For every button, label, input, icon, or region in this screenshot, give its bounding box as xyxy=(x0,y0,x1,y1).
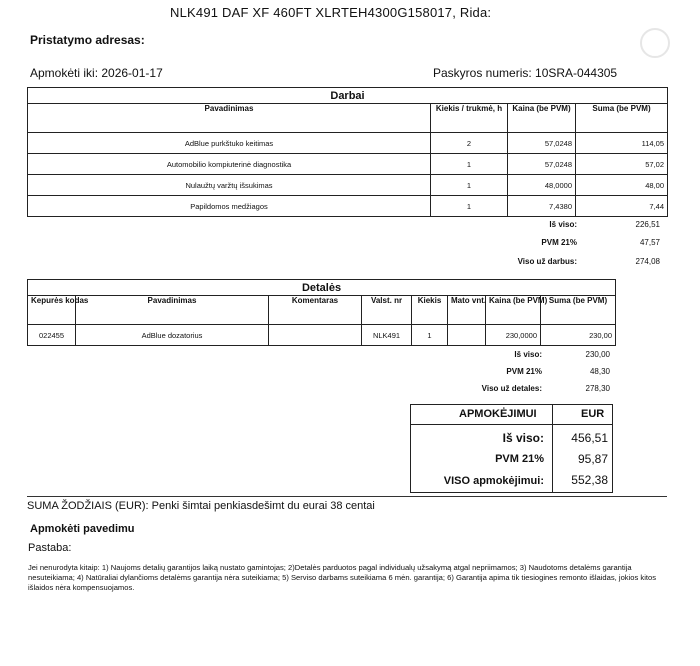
parts-table xyxy=(27,279,616,346)
part-name: AdBlue dozatorius xyxy=(76,325,269,346)
work-sum: 57,02 xyxy=(576,154,668,175)
col-qty: Kiekis xyxy=(412,296,448,325)
work-qty: 1 xyxy=(431,175,508,196)
work-sum: 7,44 xyxy=(576,196,668,217)
parts-total-value: 230,00 xyxy=(585,350,610,359)
works-vat-value: 47,57 xyxy=(639,238,660,247)
payment-method: Apmokėti pavedimu xyxy=(30,523,135,535)
work-name: Papildomos medžiagos xyxy=(28,196,431,217)
col-name: Pavadinimas xyxy=(76,296,269,325)
part-comment xyxy=(269,325,362,346)
work-price: 48,0000 xyxy=(508,175,576,196)
works-grand-label: Viso už darbus: xyxy=(517,257,577,266)
work-sum: 114,05 xyxy=(576,133,668,154)
table-row xyxy=(28,325,616,346)
work-name: Automobilio kompiuterinė diagnostika xyxy=(28,154,431,175)
vehicle-title: NLK491 DAF XF 460FT XLRTEH4300G158017, Rida: xyxy=(170,5,492,20)
table-row xyxy=(28,196,668,217)
payment-summary-box xyxy=(410,404,613,493)
parts-vat-label: PVM 21% xyxy=(506,367,542,376)
payment-vat-value: 95,87 xyxy=(577,452,608,466)
part-sum: 230,00 xyxy=(541,325,616,346)
work-sum: 48,00 xyxy=(576,175,668,196)
part-qty: 1 xyxy=(412,325,448,346)
note-label: Pastaba: xyxy=(28,542,72,554)
work-qty: 2 xyxy=(431,133,508,154)
payment-total-value: 456,51 xyxy=(571,431,608,445)
payment-grand-label: VISO apmokėjimui: xyxy=(443,475,544,487)
table-row xyxy=(28,175,668,196)
col-code: Kepurės kodas xyxy=(28,296,76,325)
note-text: Jei nenurodyta kitaip: 1) Naujoms detalių garantijos laiką nustato gamintojas; 2)Detalės parduotos pagal individualų užsakymą atgal nepriimamos; 3) Naudotoms detalėms garantija nesuteikiama; 4) Natūraliai dylančioms detalėms garantija nėra suteikiama; 5) Serviso darbams suteikiama 6 mėn. garantija; 6) Garantija apima tik tiesiogines remonto išlaidas, jokios kitos išlaidos nėra kompensuojamos. xyxy=(28,563,657,592)
parts-grand-label: Viso už detales: xyxy=(481,384,542,393)
col-unit: Mato vnt. xyxy=(448,296,486,325)
works-total-value: 226,51 xyxy=(635,220,660,229)
payment-head-label: APMOKĖJIMUI xyxy=(459,408,537,420)
table-row xyxy=(28,154,668,175)
due-date: Apmokėti iki: 2026-01-17 xyxy=(30,66,163,80)
sum-in-words: SUMA ŽODŽIAIS (EUR): Penki šimtai penkiasdešimt du eurai 38 centai xyxy=(27,500,375,512)
col-plate: Valst. nr xyxy=(362,296,412,325)
col-qty: Kiekis / trukmė, h xyxy=(431,104,508,133)
delivery-address-label: Pristatymo adresas: xyxy=(30,33,145,47)
col-sum: Suma (be PVM) xyxy=(541,296,616,325)
table-row xyxy=(28,133,668,154)
part-code: 022455 xyxy=(28,325,76,346)
work-price: 7,4380 xyxy=(508,196,576,217)
part-unit xyxy=(448,325,486,346)
payment-total-label: Iš viso: xyxy=(502,431,544,445)
parts-total-label: Iš viso: xyxy=(514,350,542,359)
works-title: Darbai xyxy=(28,88,668,104)
work-name: Nulaužtų varžtų išsukimas xyxy=(28,175,431,196)
work-price: 57,0248 xyxy=(508,154,576,175)
work-qty: 1 xyxy=(431,154,508,175)
works-vat-label: PVM 21% xyxy=(541,238,577,247)
part-price: 230,0000 xyxy=(486,325,541,346)
payment-vat-label: PVM 21% xyxy=(495,453,544,465)
col-comment: Komentaras xyxy=(269,296,362,325)
col-name: Pavadinimas xyxy=(28,104,431,133)
payment-currency: EUR xyxy=(581,408,605,420)
parts-title: Detalės xyxy=(28,280,616,296)
divider xyxy=(27,496,667,497)
part-plate: NLK491 xyxy=(362,325,412,346)
account-number: Paskyros numeris: 10SRA-044305 xyxy=(433,66,618,80)
work-price: 57,0248 xyxy=(508,133,576,154)
col-sum: Suma (be PVM) xyxy=(576,104,668,133)
col-price: Kaina (be PVM) xyxy=(486,296,541,325)
watermark-logo-icon xyxy=(640,28,670,58)
work-qty: 1 xyxy=(431,196,508,217)
works-grand-value: 274,08 xyxy=(635,257,660,266)
work-name: AdBlue purkštuko keitimas xyxy=(28,133,431,154)
col-price: Kaina (be PVM) xyxy=(508,104,576,133)
works-total-label: Iš viso: xyxy=(549,220,577,229)
payment-grand-value: 552,38 xyxy=(571,473,608,487)
parts-vat-value: 48,30 xyxy=(589,367,610,376)
works-table xyxy=(27,87,668,217)
parts-grand-value: 278,30 xyxy=(585,384,610,393)
